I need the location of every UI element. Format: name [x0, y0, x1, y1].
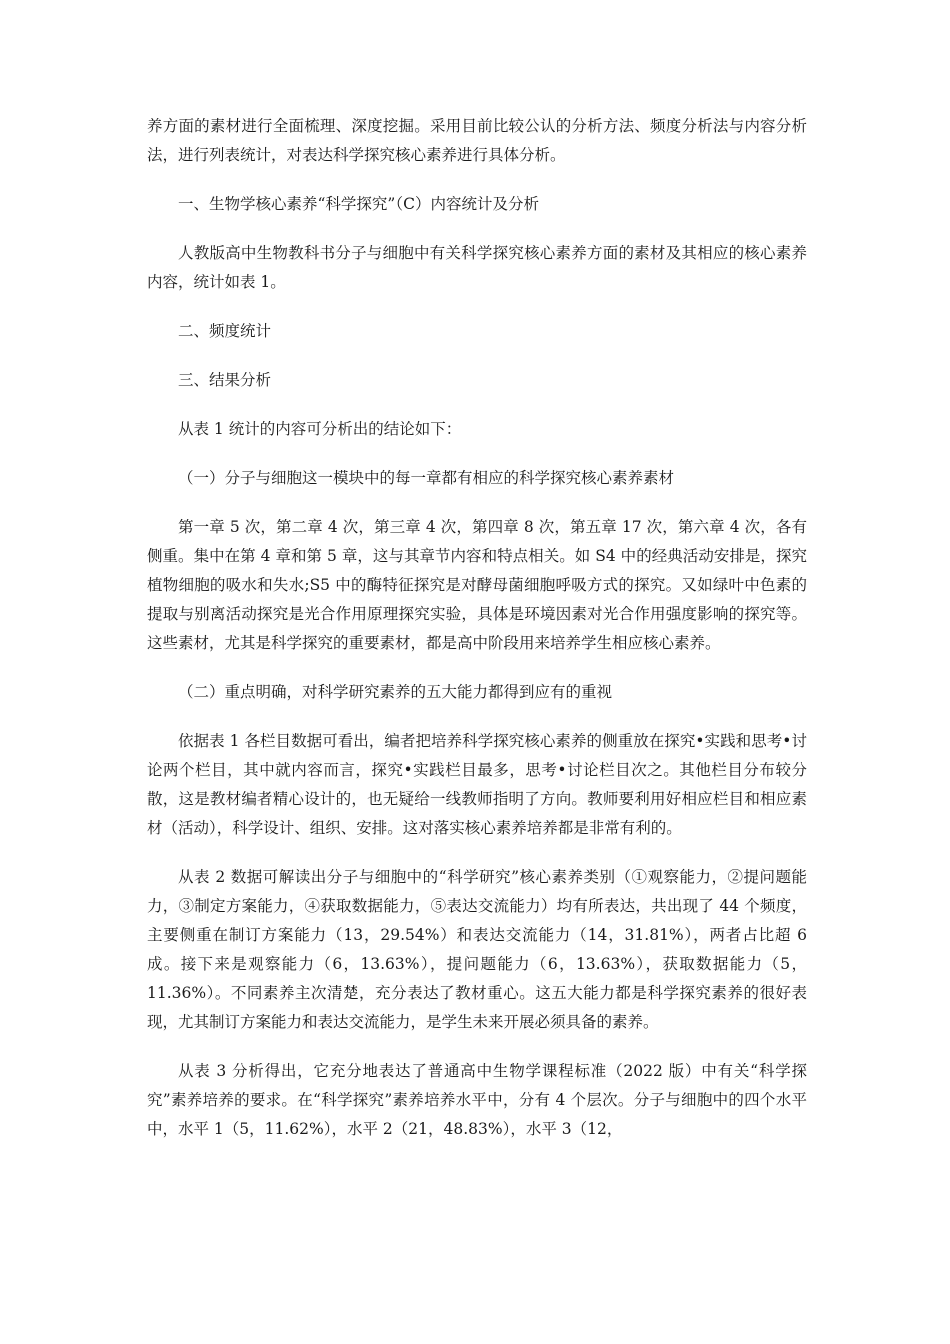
paragraph: 从表 3 分析得出，它充分地表达了普通高中生物学课程标准（2022 版）中有关“科学探究”素养培养的要求。在“科学探究”素养培养水平中，分有 4 个层次。分子与细胞中的四个水平中，水平 1（5，11.62%），水平 2（21，48.83%），水平 3（12， — [147, 1062, 807, 1138]
paragraph-intro-continuation: 养方面的素材进行全面梳理、深度挖掘。采用目前比较公认的分析方法、频度分析法与内容分析法，进行列表统计，对表达科学探究核心素养进行具体分析。 — [147, 117, 807, 164]
section-heading-2: 二、频度统计 — [178, 322, 272, 340]
paragraph: 从表 2 数据可解读出分子与细胞中的“科学研究”核心素养类别（①观察能力，②提问题能力，③制定方案能力，④获取数据能力，⑤表达交流能力）均有所表达，共出现了 44 个频度，主要侧重在制订方案能力（13，29.54%）和表达交流能力（14，31.81%），两者占比超 6 成。接下来是观察能力（6，13.63%），提问题能力（6，13.63%），获取数据能力（5，11.36%）。不同素养主次清楚，充分表达了教材重心。这五大能力都是科学探究素养的很好表现，尤其制订方案能力和表达交流能力，是学生未来开展必须具备的素养。 — [147, 868, 807, 1031]
paragraph: 从表 1 统计的内容可分析出的结论如下： — [178, 420, 462, 438]
paragraph: 人教版高中生物教科书分子与细胞中有关科学探究核心素养方面的素材及其相应的核心素养内容，统计如表 1。 — [147, 244, 807, 291]
subsection-heading-2: （二）重点明确，对科学研究素养的五大能力都得到应有的重视 — [178, 683, 613, 701]
paragraph: 第一章 5 次，第二章 4 次，第三章 4 次，第四章 8 次，第五章 17 次，第六章 4 次，各有侧重。集中在第 4 章和第 5 章，这与其章节内容和特点相关。如 S4 中的经典活动安排是，探究植物细胞的吸水和失水;S5 中的酶特征探究是对酵母菌细胞呼吸方式的探究。又如绿叶中色素的提取与别离活动探究是光合作用原理探究实验，具体是环境因素对光合作用强度影响的探究等。这些素材，尤其是科学探究的重要素材，都是高中阶段用来培养学生相应核心素养。 — [147, 518, 807, 652]
paragraph: 依据表 1 各栏目数据可看出，编者把培养科学探究核心素养的侧重放在探究•实践和思考•讨论两个栏目，其中就内容而言，探究•实践栏目最多，思考•讨论栏目次之。其他栏目分布较分散，这是教材编者精心设计的，也无疑给一线教师指明了方向。教师要利用好相应栏目和相应素材（活动），科学设计、组织、安排。这对落实核心素养培养都是非常有利的。 — [147, 732, 807, 837]
section-heading-3: 三、结果分析 — [178, 371, 272, 389]
subsection-heading-1: （一）分子与细胞这一模块中的每一章都有相应的科学探究核心素养素材 — [178, 469, 675, 487]
document-body — [147, 112, 807, 1164]
section-heading-1: 一、生物学核心素养“科学探究”（C）内容统计及分析 — [178, 195, 539, 213]
